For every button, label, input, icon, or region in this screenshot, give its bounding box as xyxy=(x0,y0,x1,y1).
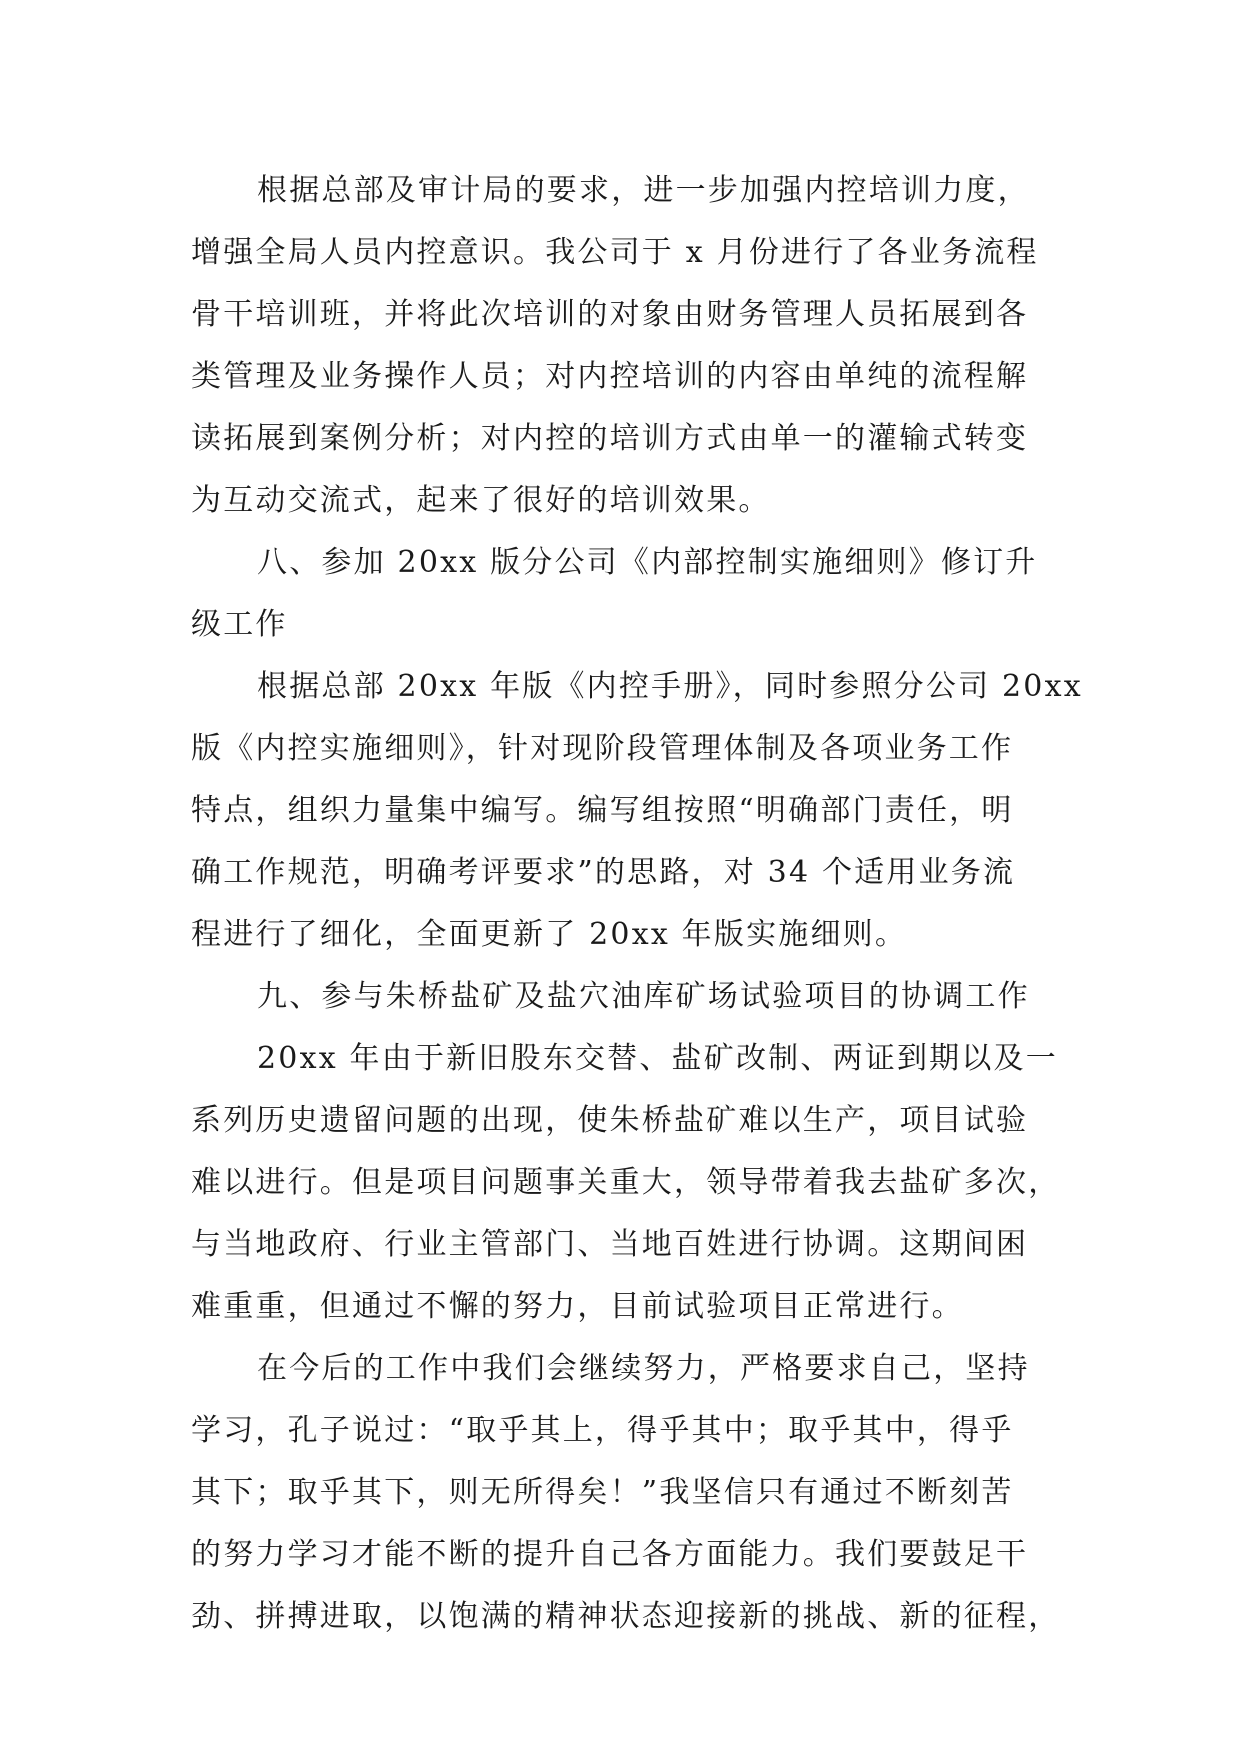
paragraph-line: 确工作规范，明确考评要求”的思路，对 34 个适用业务流 xyxy=(191,855,1016,890)
paragraph-line: 其下；取乎其下，则无所得矣！”我坚信只有通过不断刻苦 xyxy=(191,1475,1014,1510)
paragraph-line: 根据总部及审计局的要求，进一步加强内控培训力度， xyxy=(257,173,1030,208)
paragraph-line: 特点，组织力量集中编写。编写组按照“明确部门责任，明 xyxy=(191,793,1014,828)
paragraph-line: 骨干培训班，并将此次培训的对象由财务管理人员拓展到各 xyxy=(191,297,1029,332)
section-heading-line: 级工作 xyxy=(191,607,288,642)
body-text xyxy=(191,160,1083,1648)
section-heading-line: 八、参加 20xx 版分公司《内部控制实施细则》修订升 xyxy=(257,545,1038,580)
paragraph-line: 程进行了细化，全面更新了 20xx 年版实施细则。 xyxy=(191,917,908,952)
paragraph-line: 与当地政府、行业主管部门、当地百姓进行协调。这期间困 xyxy=(191,1227,1029,1262)
paragraph-line: 学习，孔子说过：“取乎其上，得乎其中；取乎其中，得乎 xyxy=(191,1413,1014,1448)
paragraph-line: 类管理及业务操作人员；对内控培训的内容由单纯的流程解 xyxy=(191,359,1029,394)
section-heading-line: 九、参与朱桥盐矿及盐穴油库矿场试验项目的协调工作 xyxy=(257,979,1030,1014)
paragraph-line: 系列历史遗留问题的出现，使朱桥盐矿难以生产，项目试验 xyxy=(191,1103,1029,1138)
paragraph-line: 版《内控实施细则》，针对现阶段管理体制及各项业务工作 xyxy=(191,731,1014,766)
paragraph-line: 为互动交流式，起来了很好的培训效果。 xyxy=(191,483,771,518)
paragraph-line: 在今后的工作中我们会继续努力，严格要求自己，坚持 xyxy=(257,1351,1030,1386)
paragraph-line: 的努力学习才能不断的提升自己各方面能力。我们要鼓足干 xyxy=(191,1537,1029,1572)
paragraph-line: 劲、拼搏进取，以饱满的精神状态迎接新的挑战、新的征程， xyxy=(191,1599,1061,1634)
paragraph-line: 增强全局人员内控意识。我公司于 x 月份进行了各业务流程 xyxy=(191,235,1039,270)
paragraph-line: 根据总部 20xx 年版《内控手册》，同时参照分公司 20xx xyxy=(257,669,1083,704)
paragraph-line: 难重重，但通过不懈的努力，目前试验项目正常进行。 xyxy=(191,1289,964,1324)
paragraph-line: 20xx 年由于新旧股东交替、盐矿改制、两证到期以及一 xyxy=(257,1041,1058,1076)
paragraph-line: 读拓展到案例分析；对内控的培训方式由单一的灌输式转变 xyxy=(191,421,1029,456)
paragraph-line: 难以进行。但是项目问题事关重大，领导带着我去盐矿多次， xyxy=(191,1165,1061,1200)
